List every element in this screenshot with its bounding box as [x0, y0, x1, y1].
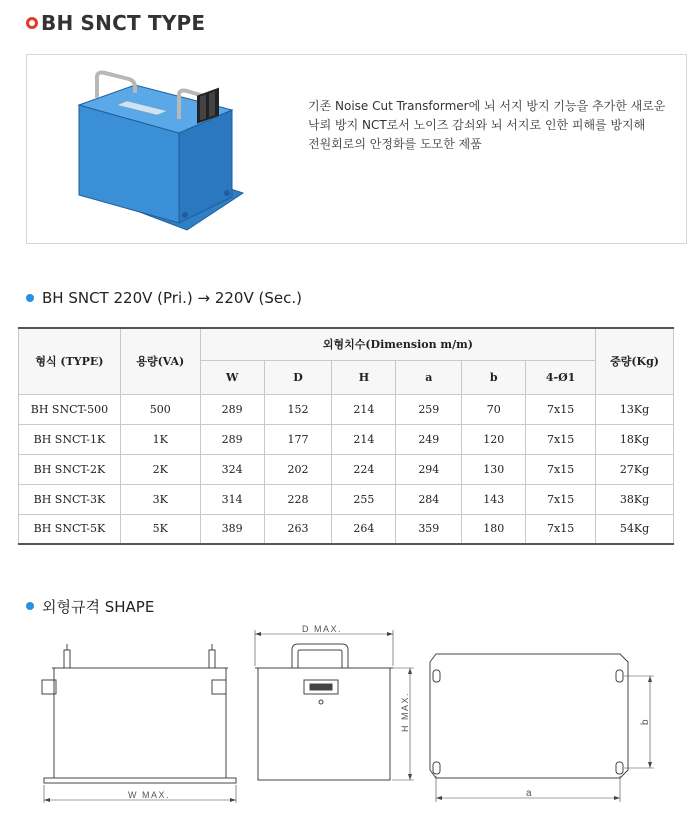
shape-section-heading-text: 외형규격 SHAPE: [42, 597, 155, 616]
table-row: [19, 484, 674, 514]
cell-h: 264: [332, 514, 396, 544]
cell-a: 284: [396, 484, 462, 514]
header-d: D: [264, 360, 332, 394]
spec-section-heading-text: BH SNCT 220V (Pri.) → 220V (Sec.): [42, 289, 302, 307]
intro-line: 기존 Noise Cut Transformer에 뇌 서지 방지 기능을 추가한 새로운: [308, 99, 666, 113]
front-view-drawing: [42, 644, 236, 803]
shape-drawings: [0, 620, 699, 820]
title-bullet-icon: [26, 17, 38, 29]
cell-w: 389: [200, 514, 264, 544]
table-row: [19, 424, 674, 454]
cell-weight: 54Kg: [596, 514, 674, 544]
table-row: [19, 514, 674, 544]
cell-capacity: 3K: [120, 484, 200, 514]
cell-w: 324: [200, 454, 264, 484]
header-w: W: [200, 360, 264, 394]
table-row: [19, 454, 674, 484]
cell-b: 70: [462, 394, 526, 424]
cell-b: 130: [462, 454, 526, 484]
cell-d: 228: [264, 484, 332, 514]
dim-label-b: b: [640, 719, 651, 725]
page-title: [26, 9, 205, 37]
header-capacity: 용량(VA): [120, 328, 200, 394]
bottom-view-drawing: [430, 654, 654, 802]
cell-h: 214: [332, 394, 396, 424]
cell-type: BH SNCT-2K: [19, 454, 121, 484]
side-view-drawing: [255, 630, 414, 780]
dim-label-h: H MAX.: [400, 691, 410, 732]
cell-holes: 7x15: [526, 514, 596, 544]
cell-d: 202: [264, 454, 332, 484]
cell-holes: 7x15: [526, 394, 596, 424]
header-weight: 중량(Kg): [596, 328, 674, 394]
dim-label-a: a: [526, 788, 532, 799]
transformer-product-image: [67, 65, 267, 235]
cell-a: 249: [396, 424, 462, 454]
spec-section-heading: [26, 287, 302, 309]
cell-a: 259: [396, 394, 462, 424]
dim-label-d: D MAX.: [302, 624, 343, 634]
intro-box: [26, 54, 687, 244]
cell-capacity: 5K: [120, 514, 200, 544]
cell-weight: 38Kg: [596, 484, 674, 514]
cell-w: 314: [200, 484, 264, 514]
spec-table: [18, 327, 674, 545]
shape-section-heading: [26, 595, 154, 617]
cell-b: 143: [462, 484, 526, 514]
intro-description: [308, 97, 678, 154]
cell-type: BH SNCT-500: [19, 394, 121, 424]
header-type: 형식 (TYPE): [19, 328, 121, 394]
cell-type: BH SNCT-3K: [19, 484, 121, 514]
cell-capacity: 500: [120, 394, 200, 424]
cell-d: 177: [264, 424, 332, 454]
dim-label-w: W MAX.: [128, 790, 170, 800]
cell-d: 263: [264, 514, 332, 544]
cell-weight: 18Kg: [596, 424, 674, 454]
cell-type: BH SNCT-5K: [19, 514, 121, 544]
cell-d: 152: [264, 394, 332, 424]
cell-h: 214: [332, 424, 396, 454]
cell-b: 180: [462, 514, 526, 544]
page-title-text: BH SNCT TYPE: [41, 11, 206, 35]
cell-w: 289: [200, 424, 264, 454]
section-bullet-icon: [26, 602, 34, 610]
cell-h: 224: [332, 454, 396, 484]
cell-a: 359: [396, 514, 462, 544]
cell-holes: 7x15: [526, 484, 596, 514]
cell-weight: 27Kg: [596, 454, 674, 484]
header-holes: 4-Ø1: [526, 360, 596, 394]
header-dimension: 외형치수(Dimension m/m): [200, 328, 595, 360]
cell-b: 120: [462, 424, 526, 454]
cell-weight: 13Kg: [596, 394, 674, 424]
cell-h: 255: [332, 484, 396, 514]
header-a: a: [396, 360, 462, 394]
cell-w: 289: [200, 394, 264, 424]
cell-a: 294: [396, 454, 462, 484]
header-b: b: [462, 360, 526, 394]
cell-capacity: 2K: [120, 454, 200, 484]
cell-holes: 7x15: [526, 424, 596, 454]
section-bullet-icon: [26, 294, 34, 302]
cell-capacity: 1K: [120, 424, 200, 454]
cell-type: BH SNCT-1K: [19, 424, 121, 454]
header-h: H: [332, 360, 396, 394]
intro-line: 낙뢰 방지 NCT로서 노이즈 감쇠와 뇌 서지로 인한 피해를 방지해: [308, 118, 646, 132]
cell-holes: 7x15: [526, 454, 596, 484]
table-row: [19, 394, 674, 424]
intro-line: 전원회로의 안정화를 도모한 제품: [308, 137, 482, 151]
